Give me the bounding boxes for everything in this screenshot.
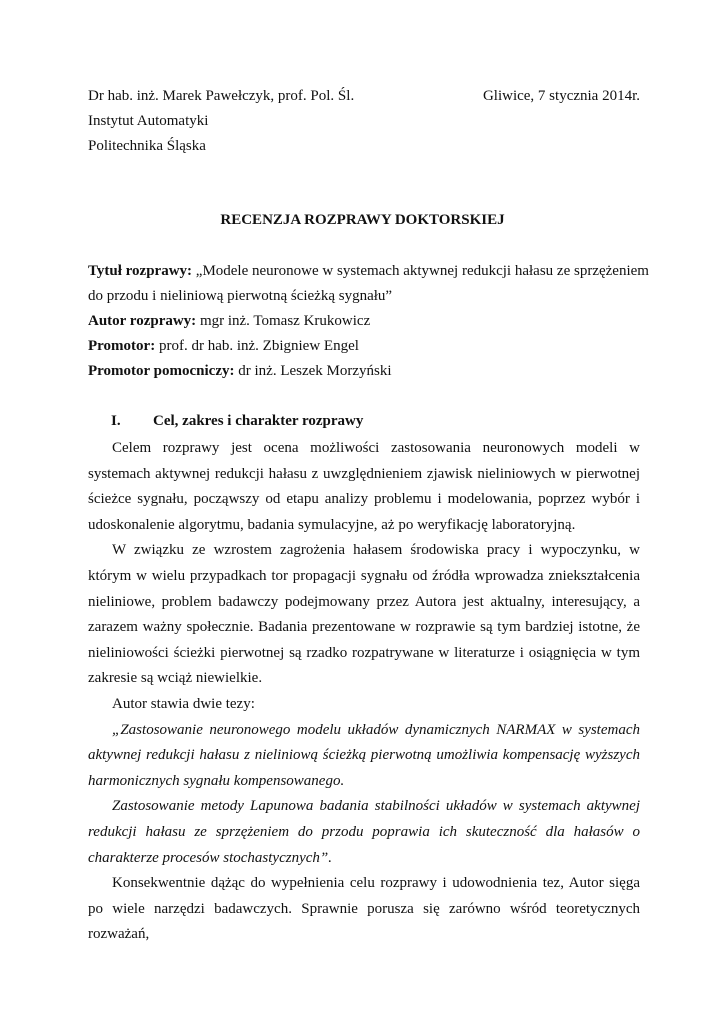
section-number: I. [111,413,121,429]
aux-promoter-line [88,363,392,380]
promoter-label: Promotor: [88,338,156,354]
thesis-author-label: Autor rozprawy: [88,313,197,329]
paragraph: W związku ze wzrostem zagrożenia hałasem środowiska pracy i wypoczynku, w którym w wielu przypadkach tor propagacji sygnału od źródła wprowadza zniekształcenia nieliniowe, problem badawczy podejmowany przez Autora jest aktualny, interesujący, a zarazem ważny społecznie. Badania prezentowane w rozprawie są tym bardziej istotne, że nieliniowości ścieżki pierwotnej są rzadko rozpatrywane w literaturze i osiągnięcia w tym zakresie są wciąż niewielkie. [88,542,640,687]
place-date: Gliwice, 7 stycznia 2014r. [482,88,640,104]
aux-promoter-value: dr inż. Leszek Morzyński [234,363,392,379]
paragraph: Konsekwentnie dążąc do wypełnienia celu rozprawy i udowodnienia tez, Autor sięga po wiele narzędzi badawczych. Sprawnie porusza się zarówno wśród teoretycznych rozważań, [88,875,640,943]
institute-name: Instytut Automatyki [88,113,209,129]
header-row [88,88,640,108]
thesis-quote: Zastosowanie metody Lapunowa badania stabilności układów w systemach aktywnej redukcji hałasu ze sprzężeniem do przodu poprawia ich skuteczność dla hałasów o charakterze procesów stochastycznych”. [88,798,640,866]
section-heading [111,413,363,430]
thesis-author-line [88,313,370,330]
university-name: Politechnika Śląska [88,138,206,154]
paragraph: Celem rozprawy jest ocena możliwości zastosowania neuronowych modeli w systemach aktywnej redukcji hałasu z uwzględnieniem zjawisk nieliniowych w pierwotnej ścieżce sygnału, począwszy od etapu analizy problemu i modelowania, poprzez wybór i udoskonalenie algorytmu, badania symulacyjne, aż po weryfikację laboratoryjną. [88,440,640,533]
section-body [88,436,640,948]
thesis-title-label: Tytuł rozprawy: [88,263,193,279]
thesis-title-line-2: do przodu i nieliniową pierwotną ścieżką sygnału” [88,288,393,304]
promoter-value: prof. dr hab. inż. Zbigniew Engel [155,338,359,354]
paragraph: Autor stawia dwie tezy: [112,695,255,712]
thesis-author-value: mgr inż. Tomasz Krukowicz [196,313,371,329]
thesis-title-value: „Modele neuronowe w systemach aktywnej redukcji hałasu ze sprzężeniem [192,263,649,279]
promoter-line [88,338,359,355]
section-title: Cel, zakres i charakter rozprawy [153,413,364,429]
aux-promoter-label: Promotor pomocniczy: [88,363,235,379]
thesis-quote: „Zastosowanie neuronowego modelu układów dynamicznych NARMAX w systemach aktywnej redukcji hałasu z nieliniową ścieżką pierwotną umożliwia kompensację wyższych harmonicznych sygnału kompensowanego. [88,721,640,789]
thesis-title-line-1 [88,263,649,280]
document-title: RECENZJA ROZPRAWY DOKTORSKIEJ [220,212,505,228]
reviewer-name: Dr hab. inż. Marek Pawełczyk, prof. Pol. Śl. [88,88,355,104]
